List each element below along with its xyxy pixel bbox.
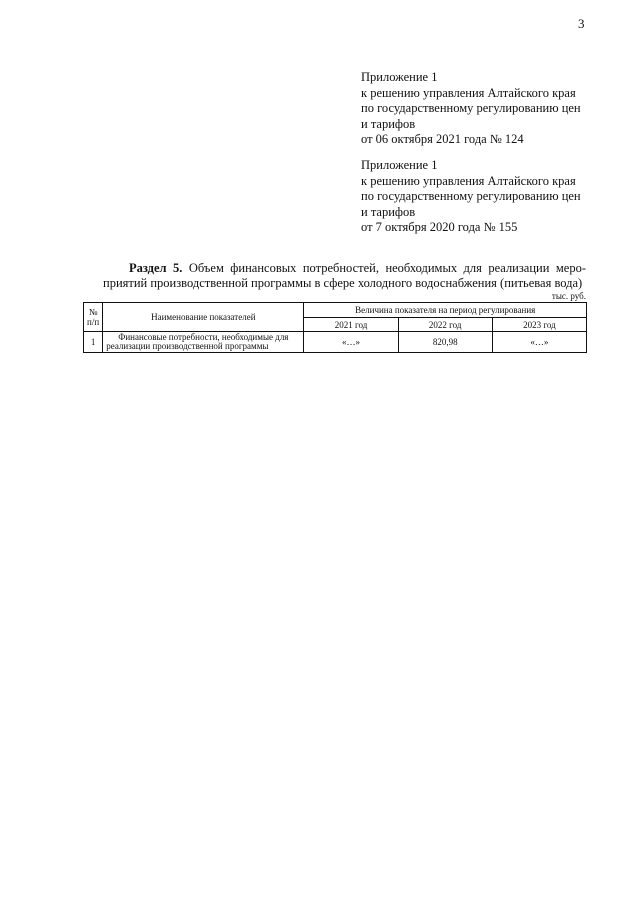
table-row bbox=[84, 332, 587, 353]
row-value-2023: «…» bbox=[492, 332, 586, 353]
header-year-2023: 2023 год bbox=[492, 318, 586, 332]
appendix-line: и тарифов bbox=[361, 116, 416, 131]
appendix-line: к решению управления Алтайского края bbox=[361, 85, 576, 100]
row-value-2022: 820,98 bbox=[398, 332, 492, 353]
header-period: Величина показателя на период регулирования bbox=[304, 303, 587, 318]
row-value-2021: «…» bbox=[304, 332, 398, 353]
table-header-row bbox=[84, 303, 587, 318]
section-heading-line1 bbox=[103, 261, 586, 276]
header-year-2022: 2022 год bbox=[398, 318, 492, 332]
appendix-line: от 7 октября 2020 года № 155 bbox=[361, 220, 518, 234]
row-num: 1 bbox=[84, 332, 103, 353]
row-name: Финансовые потребности, необходимые для реализации производственной программы bbox=[103, 332, 304, 353]
header-name: Наименование показателей bbox=[103, 303, 304, 332]
appendix-line: Приложение 1 bbox=[361, 158, 438, 172]
appendix-line: по государственному регулированию цен bbox=[361, 101, 581, 115]
header-year-2021: 2021 год bbox=[304, 318, 398, 332]
section-label: Раздел 5. bbox=[129, 261, 183, 275]
section-heading bbox=[103, 261, 586, 291]
appendix-line: Приложение 1 bbox=[361, 70, 438, 84]
appendix-line: к решению управления Алтайского края bbox=[361, 173, 576, 188]
header-num: № п/п bbox=[84, 303, 103, 332]
appendix-current-block bbox=[361, 70, 601, 148]
section-title-part2: приятий производственной программы в сфере холодного водоснабжения (питьевая вода) bbox=[103, 276, 583, 290]
financial-needs-table bbox=[83, 302, 587, 353]
appendix-line: и тарифов bbox=[361, 204, 416, 219]
section-title-part1: Объем финансовых потребностей, необходимых для реализации меро- bbox=[182, 261, 586, 275]
appendix-line: по государственному регулированию цен bbox=[361, 189, 581, 203]
units-label: тыс. руб. bbox=[551, 291, 586, 301]
page-number: 3 bbox=[578, 16, 585, 31]
appendix-previous-block bbox=[361, 158, 601, 236]
appendix-line: от 06 октября 2021 года № 124 bbox=[361, 132, 524, 146]
